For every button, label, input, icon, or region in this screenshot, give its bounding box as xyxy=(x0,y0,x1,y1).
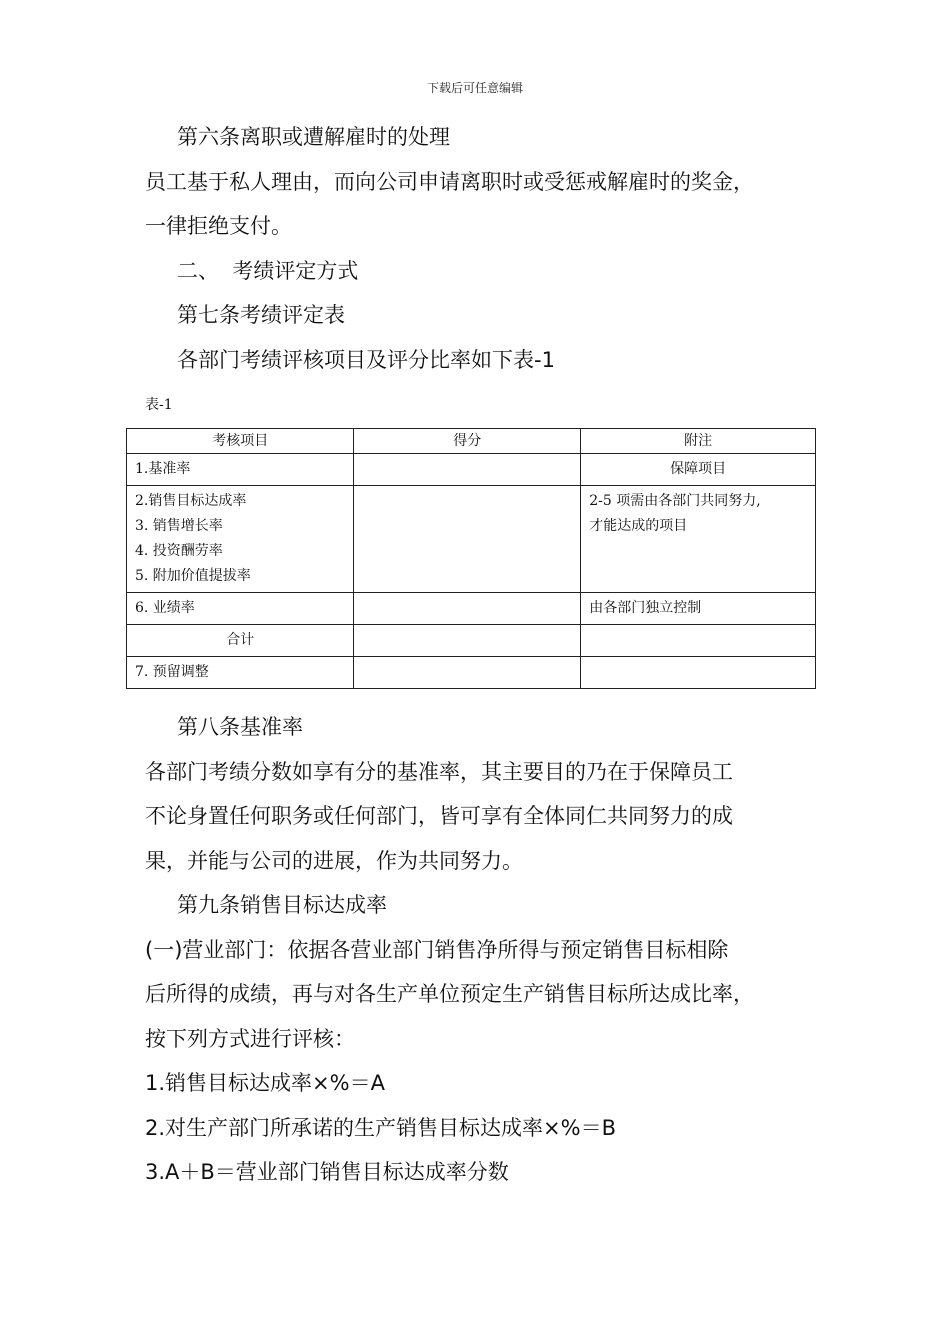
row-3-item: 6. 业绩率 xyxy=(127,593,354,625)
row-2-score xyxy=(354,486,581,593)
chapter-2-heading: 二、 考绩评定方式 xyxy=(177,258,359,283)
table-row xyxy=(127,625,816,657)
note-line-1: 2-5 项需由各部门共同努力, xyxy=(589,493,761,509)
article-7-text: 各部门考绩评核项目及评分比率如下表-1 xyxy=(177,347,555,372)
row-3-note: 由各部门独立控制 xyxy=(581,593,816,625)
row-2-items xyxy=(127,486,354,593)
row-adjust-item: 7. 预留调整 xyxy=(127,657,354,689)
formula-2: 2.对生产部门所承诺的生产销售目标达成率×%＝B xyxy=(145,1115,616,1140)
row-3-score xyxy=(354,593,581,625)
table-row xyxy=(127,657,816,689)
item-value-added-rate: 5. 附加价值提拔率 xyxy=(135,568,251,584)
item-sales-target-rate: 2.销售目标达成率 xyxy=(135,493,247,509)
article-8-text-line-3: 果，并能与公司的进展，作为共同努力。 xyxy=(145,848,523,873)
section-articles-8-9 xyxy=(145,705,815,1195)
article-8-heading: 第八条基准率 xyxy=(177,715,303,739)
article-8-text-line-1: 各部门考绩分数如享有分的基准率，其主要目的乃在于保障员工 xyxy=(145,759,733,784)
article-9-heading: 第九条销售目标达成率 xyxy=(177,893,387,917)
row-adjust-score xyxy=(354,657,581,689)
article-6-text-line-1: 员工基于私人理由，而向公司申请离职时或受惩戒解雇时的奖金， xyxy=(145,169,754,194)
header-item: 考核项目 xyxy=(127,429,354,454)
page-header: 下载后可任意编辑 xyxy=(426,81,523,95)
article-6-heading: 第六条离职或遭解雇时的处理 xyxy=(177,125,450,149)
section-retirement-and-evaluation xyxy=(145,115,815,382)
table-header-row xyxy=(127,429,816,454)
row-adjust-note xyxy=(581,657,816,689)
row-total-note xyxy=(581,625,816,657)
table-row xyxy=(127,486,816,593)
note-line-2: 才能达成的项目 xyxy=(589,518,688,534)
formula-3: 3.A＋B＝营业部门销售目标达成率分数 xyxy=(145,1160,509,1184)
row-2-note xyxy=(581,486,816,593)
row-total-score xyxy=(354,625,581,657)
row-total-item: 合计 xyxy=(127,625,354,657)
table-caption: 表-1 xyxy=(145,397,173,413)
row-1-item: 1.基准率 xyxy=(127,454,354,486)
article-8-text-line-2: 不论身置任何职务或任何部门，皆可享有全体同仁共同努力的成 xyxy=(145,804,733,828)
row-1-note: 保障项目 xyxy=(581,454,816,486)
article-9-text-line-1: (一)营业部门：依据各营业部门销售净所得与预定销售目标相除 xyxy=(145,937,729,962)
formula-1: 1.销售目标达成率×%＝A xyxy=(145,1071,385,1095)
article-9-text-line-3: 按下列方式进行评核： xyxy=(145,1026,355,1051)
evaluation-table xyxy=(126,428,816,689)
item-sales-growth-rate: 3. 销售增长率 xyxy=(135,518,223,534)
article-9-text-line-2: 后所得的成绩，再与对各生产单位预定生产销售目标所达成比率， xyxy=(145,982,754,1006)
header-note: 附注 xyxy=(581,429,816,454)
article-7-heading: 第七条考绩评定表 xyxy=(177,303,345,327)
row-1-score xyxy=(354,454,581,486)
table-row xyxy=(127,593,816,625)
header-score: 得分 xyxy=(354,429,581,454)
article-6-text-line-2: 一律拒绝支付。 xyxy=(145,214,292,238)
table-row xyxy=(127,454,816,486)
item-roi-rate: 4. 投资酬劳率 xyxy=(135,543,223,559)
